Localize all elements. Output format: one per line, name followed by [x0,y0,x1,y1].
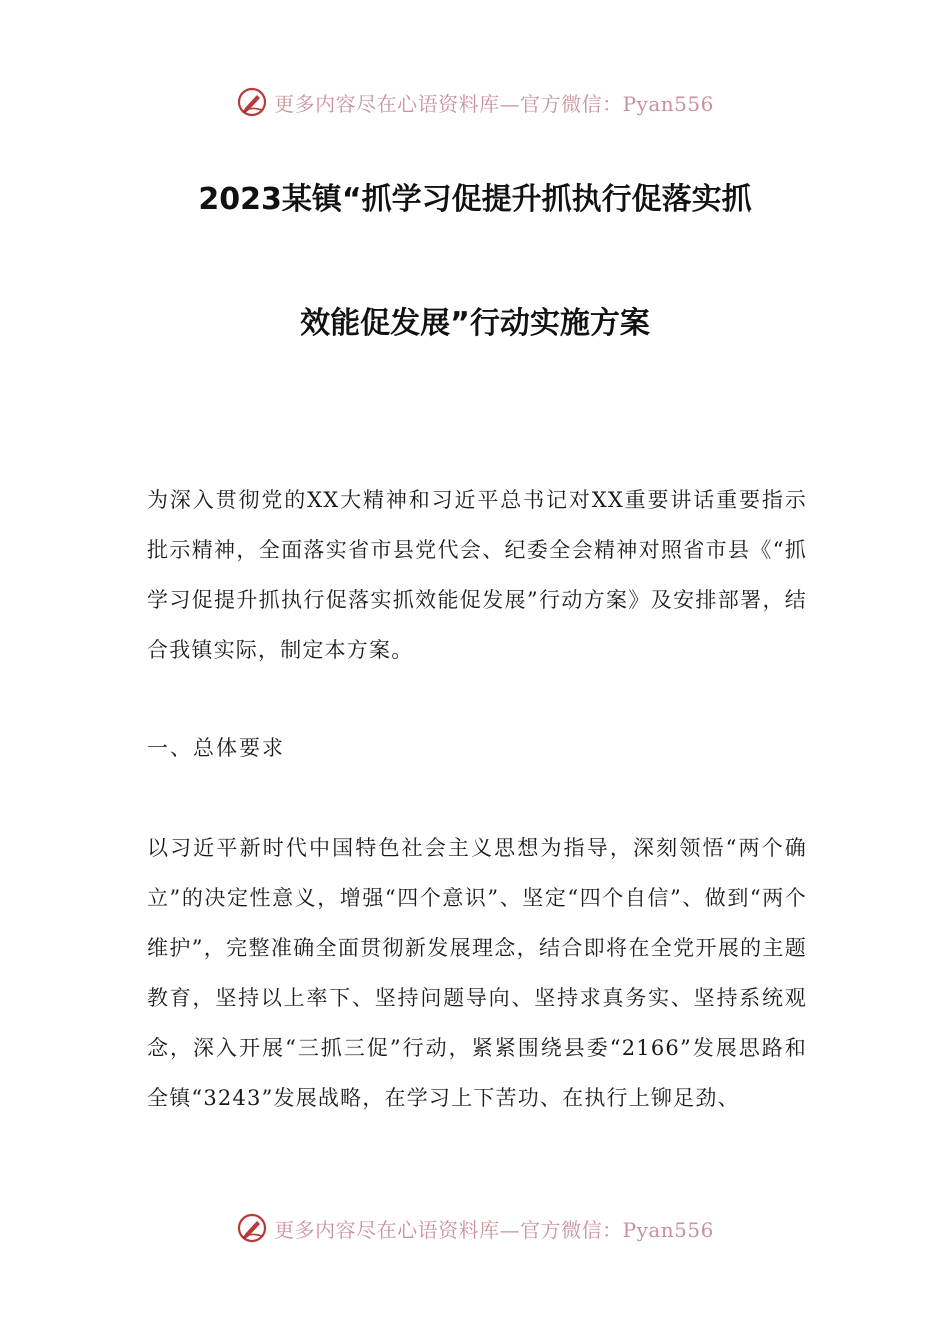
watermark-text: 更多内容尽在心语资料库—官方微信：Pyan556 [274,1217,714,1242]
section-body-paragraph: 以习近平新时代中国特色社会主义思想为指导，深刻领悟“两个确立”的决定性意义，增强“四个意识”、坚定“四个自信”、做到“两个维护”，完整准确全面贯彻新发展理念，结合即将在全党开展的主题教育，坚持以上率下、坚持问题导向、坚持求真务实、坚持系统观念，深入开展“三抓三促”行动，紧紧围绕县委“2166”发展思路和全镇“3243”发展战略，在学习上下苦功、在执行上铆足劲、 [147,836,807,1110]
intro-paragraph: 为深入贯彻党的XX大精神和习近平总书记对XX重要讲话重要指示批示精神，全面落实省市县党代会、纪委全会精神对照省市县《“抓学习促提升抓执行促落实抓效能促发展”行动方案》及安排部署，结合我镇实际，制定本方案。 [147,488,807,662]
pen-logo-icon [236,86,268,118]
footer-watermark [0,1208,950,1248]
document-title-line-1: 2023某镇“抓学习促提升抓执行促落实抓 [198,182,752,217]
header-watermark [0,82,950,122]
watermark-text: 更多内容尽在心语资料库—官方微信：Pyan556 [274,91,714,116]
section-heading: 一、总体要求 [147,736,285,760]
document-title-line-2: 效能促发展”行动实施方案 [300,306,650,341]
pen-logo-icon [236,1212,268,1244]
